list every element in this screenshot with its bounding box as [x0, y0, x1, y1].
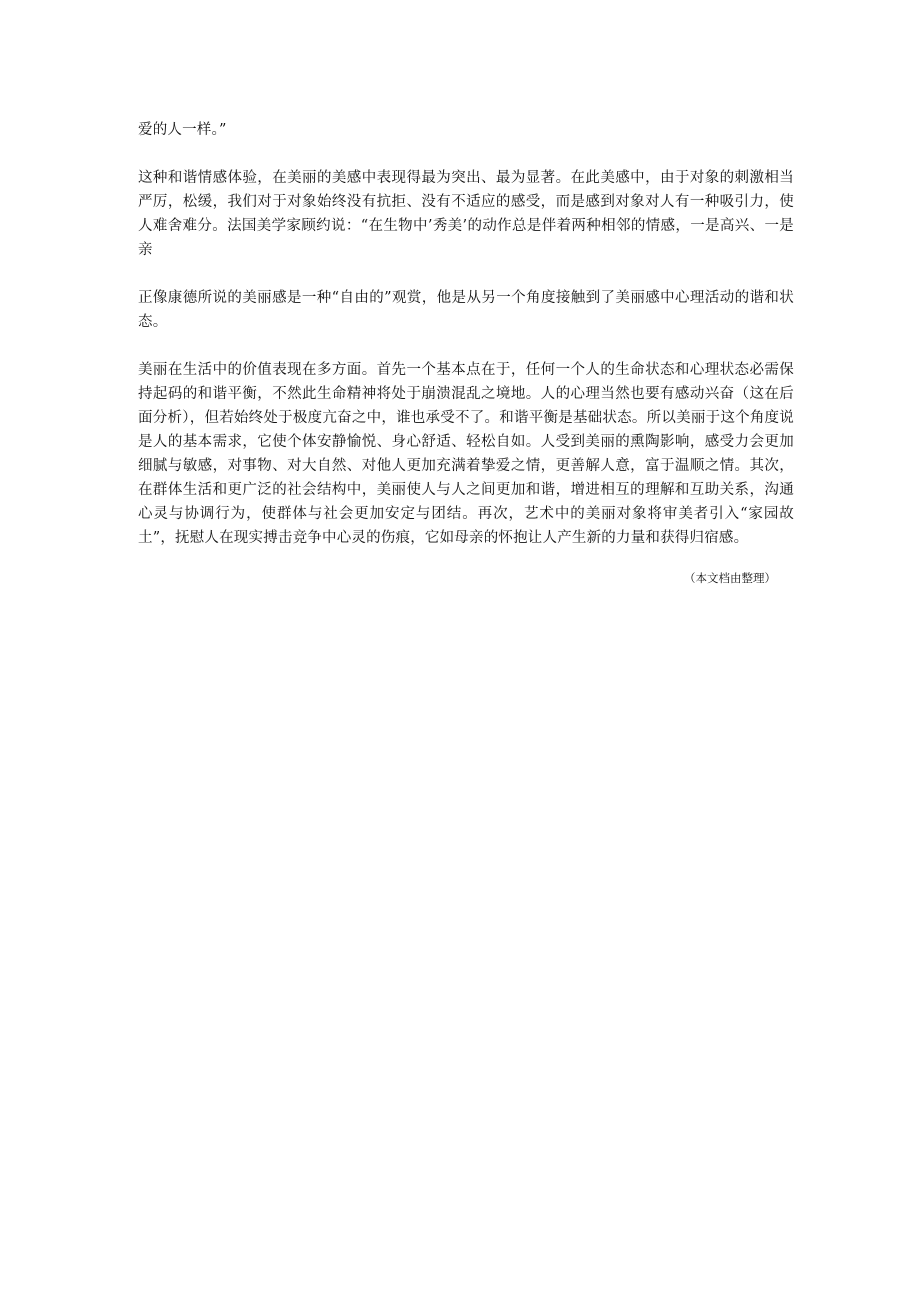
- paragraph-spacer: [138, 334, 794, 358]
- paragraph-spacer: [138, 142, 794, 166]
- paragraph-2: 这种和谐情感体验，在美丽的美感中表现得最为突出、最为显著。在此美感中，由于对象的刺激相当严厉，松缓，我们对于对象始终没有抗拒、没有不适应的感受，而是感到对象对人有一种吸引力，使人难舍难分。法国美学家顾约说：“在生物中’秀美’的动作总是伴着两种相邻的情感，一是高兴、一是亲: [138, 170, 794, 258]
- paragraph-spacer: [138, 550, 794, 570]
- paragraph-spacer: [138, 262, 794, 286]
- footer-note: （本文档由整理）: [684, 571, 776, 585]
- paragraph-4: 美丽在生活中的价值表现在多方面。首先一个基本点在于，任何一个人的生命状态和心理状态必需保持起码的和谐平衡，不然此生命精神将处于崩溃混乱之境地。人的心理当然也要有感动兴奋（这在后面分析），但若始终处于极度亢奋之中，谁也承受不了。和谐平衡是基础状态。所以美丽于这个角度说是人的基本需求，它使个体安静愉悦、身心舒适、轻松自如。人受到美丽的熏陶影响，感受力会更加细腻与敏感，对事物、对大自然、对他人更加充满着挚爱之情，更善解人意，富于温顺之情。其次，在群体生活和更广泛的社会结构中，美丽使人与人之间更加和谐，增进相互的理解和互助关系，沟通心灵与协调行为，使群体与社会更加安定与团结。再次，艺术中的美丽对象将审美者引入“家园故土”，抚慰人在现实搏击竞争中心灵的伤痕，它如母亲的怀抱让人产生新的力量和获得归宿感。: [138, 362, 794, 546]
- document-page: [138, 118, 794, 586]
- paragraph-1: 爱的人一样。”: [138, 122, 227, 138]
- paragraph-3: 正像康德所说的美丽感是一种“自由的”观赏，他是从另一个角度接触到了美丽感中心理活动的谐和状态。: [138, 290, 794, 330]
